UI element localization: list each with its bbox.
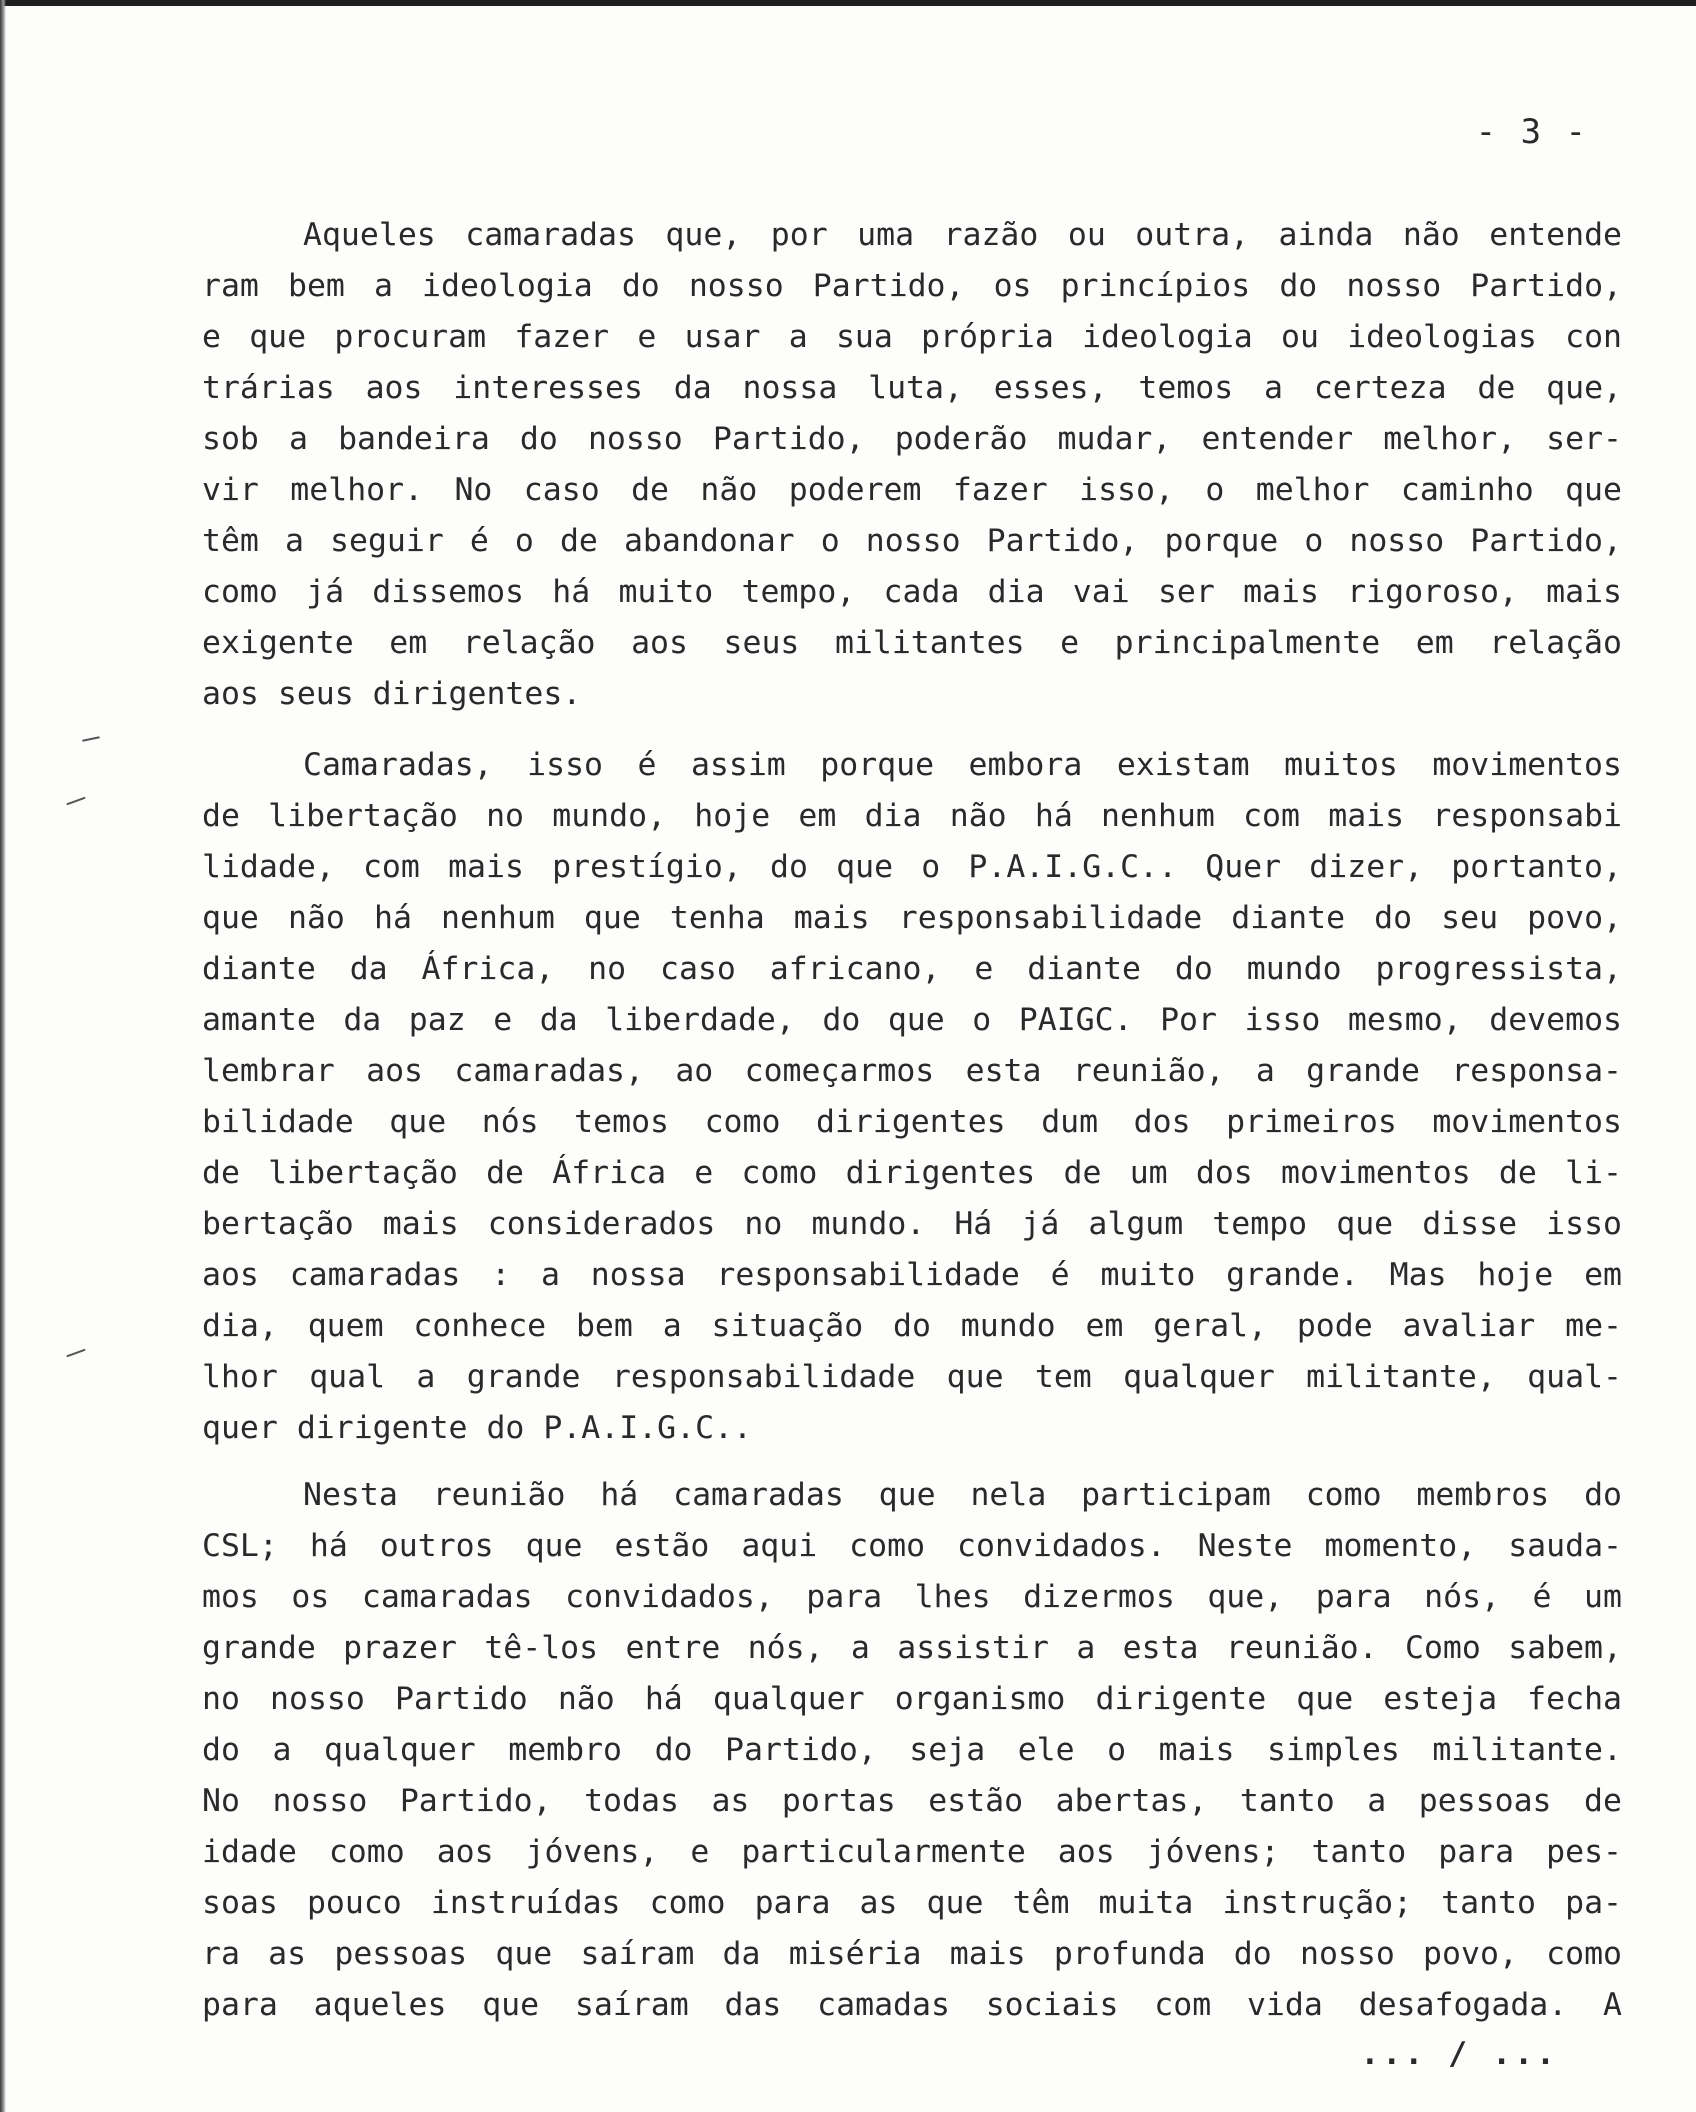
- text-line: no nosso Partido não há qualquer organismo dirigente que esteja fecha: [202, 1681, 1622, 1717]
- text-line: sob a bandeira do nosso Partido, poderão mudar, entender melhor, ser-: [202, 421, 1622, 457]
- text-line: para aqueles que saíram das camadas sociais com vida desafogada. A: [202, 1987, 1622, 2023]
- text-line: lhor qual a grande responsabilidade que tem qualquer militante, qual-: [202, 1359, 1622, 1395]
- text-line: e que procuram fazer e usar a sua própria ideologia ou ideologias con: [202, 319, 1622, 355]
- text-line: de libertação no mundo, hoje em dia não há nenhum com mais responsabi: [202, 798, 1622, 834]
- text-line: trárias aos interesses da nossa luta, esses, temos a certeza de que,: [202, 370, 1622, 406]
- text-line: bilidade que nós temos como dirigentes dum dos primeiros movimentos: [202, 1104, 1622, 1140]
- text-line: vir melhor. No caso de não poderem fazer isso, o melhor caminho que: [202, 472, 1622, 508]
- page-number: - 3 -: [1475, 112, 1588, 152]
- scan-mark: [66, 797, 85, 806]
- continuation-marker: ... / ...: [1360, 2036, 1558, 2072]
- text-line: de libertação de África e como dirigentes de um dos movimentos de li-: [202, 1155, 1622, 1191]
- text-line: como já dissemos há muito tempo, cada dia vai ser mais rigoroso, mais: [202, 574, 1622, 610]
- scan-mark: [66, 1349, 85, 1358]
- text-line: CSL; há outros que estão aqui como convidados. Neste momento, sauda-: [202, 1528, 1622, 1564]
- page-left-edge: [0, 0, 6, 2112]
- text-line: Camaradas, isso é assim porque embora existam muitos movimentos: [303, 747, 1622, 783]
- text-line: ram bem a ideologia do nosso Partido, os princípios do nosso Partido,: [202, 268, 1622, 304]
- text-line: aos seus dirigentes.: [202, 676, 582, 712]
- text-line: quer dirigente do P.A.I.G.C..: [202, 1410, 752, 1446]
- text-line: lidade, com mais prestígio, do que o P.A.I.G.C.. Quer dizer, portanto,: [202, 849, 1622, 885]
- text-line: Aqueles camaradas que, por uma razão ou outra, ainda não entende: [303, 217, 1622, 253]
- text-line: aos camaradas : a nossa responsabilidade é muito grande. Mas hoje em: [202, 1257, 1622, 1293]
- text-line: Nesta reunião há camaradas que nela participam como membros do: [303, 1477, 1622, 1513]
- text-line: bertação mais considerados no mundo. Há já algum tempo que disse isso: [202, 1206, 1622, 1242]
- paragraph-1: [202, 210, 1622, 720]
- page-top-edge: [0, 0, 1696, 6]
- text-line: têm a seguir é o de abandonar o nosso Partido, porque o nosso Partido,: [202, 523, 1622, 559]
- text-line: dia, quem conhece bem a situação do mundo em geral, pode avaliar me-: [202, 1308, 1622, 1344]
- text-line: lembrar aos camaradas, ao começarmos esta reunião, a grande responsa-: [202, 1053, 1622, 1089]
- paragraph-2: [202, 740, 1622, 1454]
- text-line: exigente em relação aos seus militantes e principalmente em relação: [202, 625, 1622, 661]
- text-line: grande prazer tê-los entre nós, a assistir a esta reunião. Como sabem,: [202, 1630, 1622, 1666]
- text-line: ra as pessoas que saíram da miséria mais profunda do nosso povo, como: [202, 1936, 1622, 1972]
- text-line: diante da África, no caso africano, e diante do mundo progressista,: [202, 951, 1622, 987]
- paragraph-3: [202, 1470, 1622, 2031]
- scan-mark: [82, 736, 100, 742]
- text-line: idade como aos jóvens, e particularmente aos jóvens; tanto para pes-: [202, 1834, 1622, 1870]
- text-line: amante da paz e da liberdade, do que o PAIGC. Por isso mesmo, devemos: [202, 1002, 1622, 1038]
- text-line: que não há nenhum que tenha mais responsabilidade diante do seu povo,: [202, 900, 1622, 936]
- text-line: mos os camaradas convidados, para lhes dizermos que, para nós, é um: [202, 1579, 1622, 1615]
- text-line: soas pouco instruídas como para as que têm muita instrução; tanto pa-: [202, 1885, 1622, 1921]
- text-line: do a qualquer membro do Partido, seja ele o mais simples militante.: [202, 1732, 1622, 1768]
- text-line: No nosso Partido, todas as portas estão abertas, tanto a pessoas de: [202, 1783, 1622, 1819]
